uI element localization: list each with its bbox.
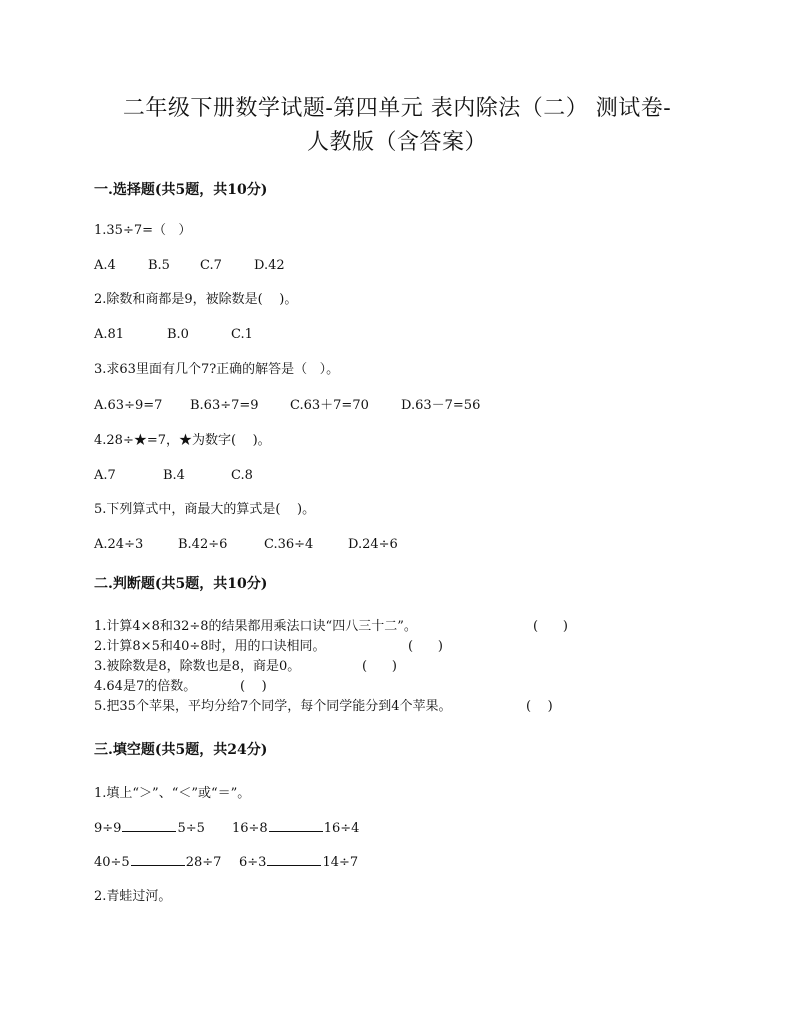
compare-right: 28÷7	[185, 855, 222, 870]
option: B.42÷6	[178, 537, 228, 552]
question-stem: 4.28÷★=7，★为数字( )。	[94, 433, 271, 448]
answer-blank[interactable]	[269, 819, 323, 832]
question-stem: 2.青蛙过河。	[94, 889, 172, 904]
question-stem: 2.除数和商都是9，被除数是( )。	[94, 292, 298, 307]
compare-item	[232, 819, 359, 838]
compare-left: 16÷8	[232, 821, 268, 836]
answer-paren: ( )	[533, 619, 568, 634]
option: B.5	[148, 258, 170, 273]
judge-text: 2.计算8×5和40÷8时，用的口诀相同。	[94, 639, 326, 654]
compare-right: 14÷7	[322, 855, 359, 870]
option: B.63÷7=9	[190, 398, 259, 413]
section-heading-fill: 三.填空题(共5题，共24分)	[94, 742, 268, 758]
compare-left: 40÷5	[94, 855, 130, 870]
answer-paren: ( )	[408, 639, 443, 654]
option: C.8	[231, 468, 253, 483]
compare-right: 5÷5	[177, 821, 205, 836]
answer-blank[interactable]	[122, 819, 176, 832]
section-heading-judge: 二.判断题(共5题，共10分)	[94, 576, 268, 592]
option: C.1	[231, 327, 253, 342]
question-stem: 1.35÷7=（ ）	[94, 223, 192, 238]
question-stem: 1.填上“＞”、“＜”或“＝”。	[94, 786, 251, 801]
option: C.63＋7=70	[290, 398, 369, 413]
option: A.81	[94, 327, 125, 342]
option: B.0	[167, 327, 189, 342]
compare-item	[94, 819, 205, 838]
compare-item	[239, 853, 358, 872]
answer-blank[interactable]	[267, 853, 321, 866]
judge-text: 4.64是7的倍数。	[94, 679, 197, 694]
compare-left: 9÷9	[94, 821, 122, 836]
option: A.4	[94, 258, 116, 273]
answer-paren: ( )	[362, 659, 397, 674]
option: A.63÷9=7	[94, 398, 163, 413]
option: D.42	[254, 258, 285, 273]
compare-left: 6÷3	[239, 855, 267, 870]
answer-paren: ( )	[526, 699, 553, 714]
compare-item	[94, 853, 221, 872]
option: C.36÷4	[264, 537, 314, 552]
compare-right: 16÷4	[323, 821, 360, 836]
question-stem: 5.下列算式中，商最大的算式是( )。	[94, 502, 316, 517]
doc-title-line2: 人教版（含答案）	[306, 130, 487, 155]
doc-title-line1: 二年级下册数学试题-第四单元 表内除法（二） 测试卷-	[122, 96, 672, 121]
option: D.63－7=56	[401, 398, 481, 413]
judge-text: 3.被除数是8，除数也是8，商是0。	[94, 659, 301, 674]
option: A.24÷3	[94, 537, 144, 552]
answer-blank[interactable]	[131, 853, 185, 866]
option: A.7	[94, 468, 116, 483]
option: D.24÷6	[348, 537, 398, 552]
option: B.4	[163, 468, 185, 483]
section-heading-choice: 一.选择题(共5题，共10分)	[94, 182, 268, 198]
option: C.7	[200, 258, 222, 273]
judge-text: 5.把35个苹果，平均分给7个同学，每个同学能分到4个苹果。	[94, 699, 452, 714]
judge-text: 1.计算4×8和32÷8的结果都用乘法口诀“四八三十二”。	[94, 619, 417, 634]
question-stem: 3.求63里面有几个7?正确的解答是（ ）。	[94, 362, 340, 377]
answer-paren: ( )	[240, 679, 267, 694]
